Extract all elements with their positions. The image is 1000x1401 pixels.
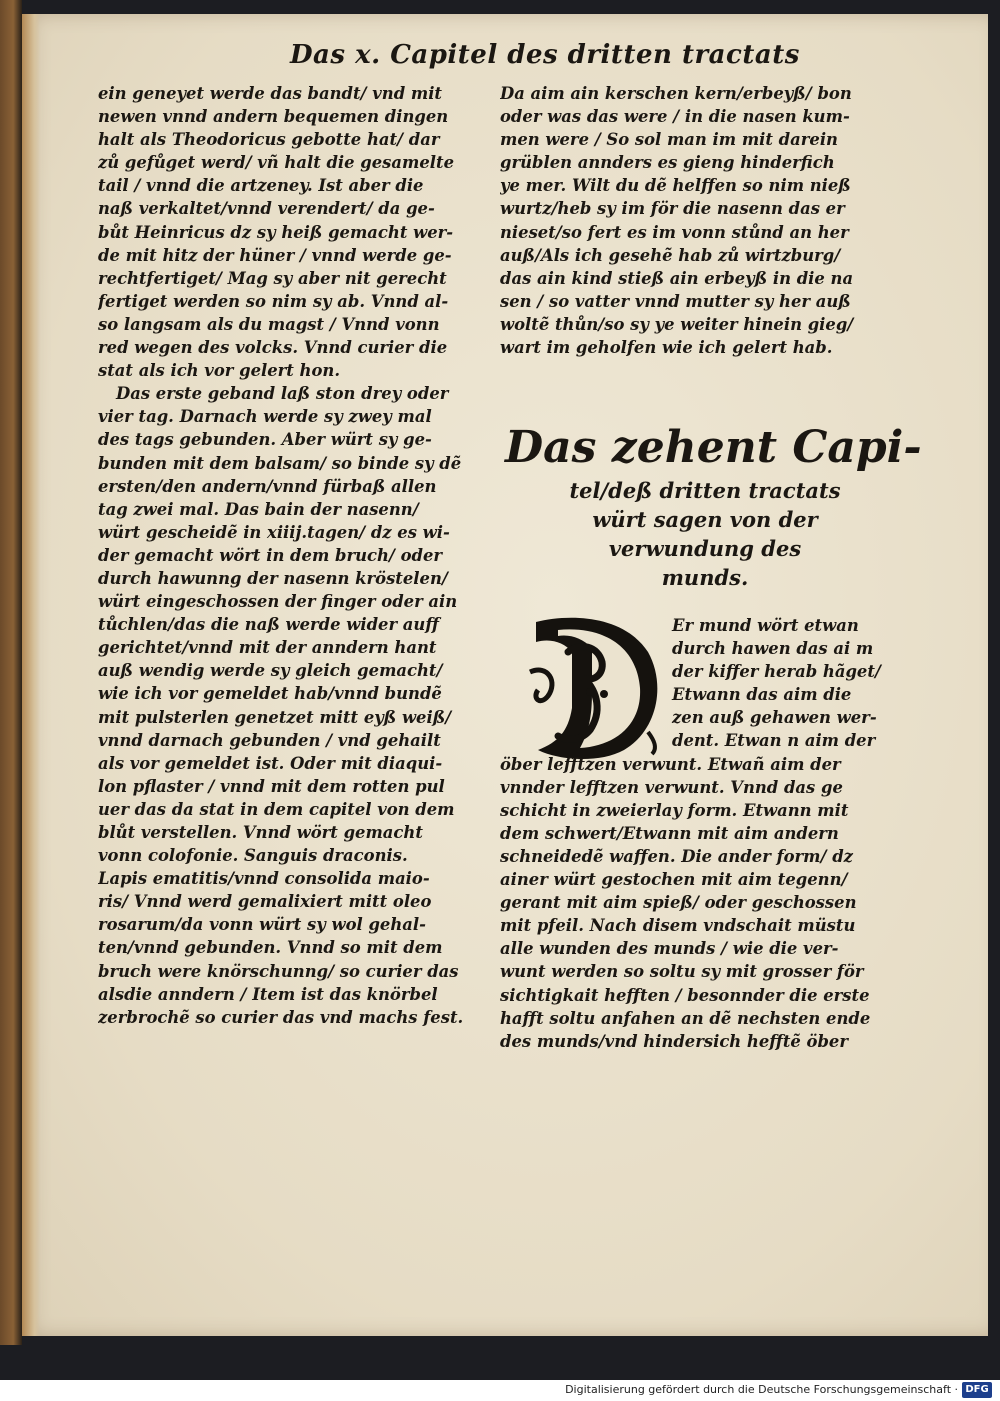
text-line: rosarum/da vonn würt sy wol gehal-	[98, 915, 426, 935]
text-line: alsdie anndern / Item ist das knörbel	[98, 984, 438, 1004]
text-line: dent. Etwan n aim der	[672, 731, 876, 751]
chapter-heading-line: tel/deß dritten tractats	[569, 478, 841, 503]
text-line: durch hawen das ai m	[672, 639, 874, 659]
chapter-heading-line: würt sagen von der	[592, 507, 818, 532]
text-line: newen vnnd andern bequemen dingen	[98, 107, 449, 127]
text-line: auß/Als ich gesehẽ hab zů wirtzburg/	[500, 245, 841, 265]
text-line: blůt verstellen. Vnnd wört gemacht	[98, 823, 423, 842]
text-line: vnnd darnach gebunden / vnd gehailt	[98, 730, 441, 750]
text-line: ein geneyet werde das bandt/ vnd mit	[98, 84, 442, 103]
text-line: fertiget werden so nim sy ab. Vnnd al-	[98, 291, 449, 311]
text-line: sen / so vatter vnnd mutter sy her auß	[500, 291, 851, 311]
text-line: tag zwei mal. Das bain der nasenn/	[98, 499, 419, 519]
text-line: wurtz/heb sy im för die nasenn das er	[500, 199, 845, 219]
text-line: alle wunden des munds / wie die ver-	[500, 939, 839, 959]
text-line: Er mund wört etwan	[672, 616, 859, 635]
text-line: hafft soltu anfahen an dẽ nechsten ende	[500, 1008, 871, 1028]
text-line: grüblen annders es gieng hinderfich	[500, 153, 835, 173]
text-line: würt gescheidẽ in xiiij.tagen/ dz es wi-	[98, 522, 450, 542]
text-line: wart im geholfen wie ich gelert hab.	[500, 338, 833, 358]
text-line: rechtfertiget/ Mag sy aber nit gerecht	[98, 268, 447, 288]
text-line: tail / vnnd die artzeney. Ist aber die	[98, 176, 424, 196]
text-line: men were / So sol man im mit darein	[500, 130, 838, 150]
text-line: ten/vnnd gebunden. Vnnd so mit dem	[98, 938, 443, 958]
text-line: de mit hitz der hüner / vnnd werde ge-	[98, 245, 452, 265]
text-line: vier tag. Darnach werde sy zwey mal	[98, 407, 432, 427]
text-line: gerant mit aim spieß/ oder geschossen	[500, 893, 857, 913]
text-line: auß wendig werde sy gleich gemacht/	[98, 661, 443, 681]
text-line: dem schwert/Etwann mit aim andern	[500, 823, 839, 843]
text-line: das ain kind stieß ain erbeyß in die na	[500, 268, 854, 288]
text-line: red wegen des volcks. Vnnd curier die	[98, 338, 448, 358]
text-line: würt eingeschossen der finger oder ain	[98, 592, 458, 612]
chapter-heading	[505, 420, 922, 592]
text-line: Lapis ematitis/vnnd consolida maio-	[98, 869, 430, 889]
text-line: Das erste geband laß ston drey oder	[116, 384, 449, 404]
text-line: sichtigkait hefften / besonnder die erste	[500, 985, 870, 1005]
dfg-logo: DFG	[962, 1382, 992, 1398]
text-line: ris/ Vnnd werd gemalixiert mitt oleo	[98, 892, 432, 912]
text-line: woltẽ thůn/so sy ye weiter hinein gieg/	[500, 314, 854, 334]
text-line: schneidedẽ waffen. Die ander form/ dz	[500, 846, 853, 866]
text-line: als vor gemeldet ist. Oder mit diaqui-	[98, 753, 443, 773]
text-line: Etwann das aim die	[672, 685, 852, 705]
text-line: ye mer. Wilt du dẽ helffen so nim nieß	[500, 176, 851, 196]
text-line: wunt werden so soltu sy mit grosser för	[500, 962, 864, 982]
left-column	[98, 82, 493, 1029]
right-column-lower	[500, 614, 910, 1053]
text-line: bruch were knörschunng/ so curier das	[98, 961, 459, 981]
text-line: ainer würt gestochen mit aim tegenn/	[500, 870, 848, 890]
book-edge	[0, 0, 22, 1345]
chapter-heading-line: verwundung des	[608, 536, 802, 561]
text-line: der gemacht wört in dem bruch/ oder	[98, 545, 443, 565]
text-line: stat als ich vor gelert hon.	[98, 361, 341, 381]
text-line: so langsam als du magst / Vnnd vonn	[98, 314, 440, 334]
text-line: der kiffer herab hãget/	[672, 662, 881, 682]
gutter-shade	[22, 14, 40, 1336]
text-line: Da aim ain kerschen kern/erbeyß/ bon	[500, 84, 852, 103]
text-line: zerbrochẽ so curier das vnd machs fest.	[98, 1007, 464, 1027]
text-line: schicht in zweierlay form. Etwann mit	[500, 800, 849, 820]
text-line: oder was das were / in die nasen kum-	[500, 107, 850, 127]
text-line: tůchlen/das die naß werde wider auff	[98, 615, 439, 635]
text-line: durch hawunng der nasenn kröstelen/	[98, 568, 448, 588]
text-line: bunden mit dem balsam/ so binde sy dẽ	[98, 453, 462, 473]
text-line: zen auß gehawen wer-	[672, 708, 877, 728]
text-line: uer das da stat in dem capitel von dem	[98, 799, 455, 819]
text-line: mit pulsterlen genetzet mitt eyß weiß/	[98, 707, 452, 727]
text-line: vonn colofonie. Sanguis draconis.	[98, 846, 408, 866]
text-line: halt als Theodoricus gebotte hat/ dar	[98, 130, 440, 150]
text-line: bůt Heinricus dz sy heiß gemacht wer-	[98, 222, 454, 242]
text-line: mit pfeil. Nach disem vndschait müstu	[500, 916, 856, 936]
text-line: lon pflaster / vnnd mit dem rotten pul	[98, 776, 445, 796]
running-head: Das x. Capitel des dritten tractats	[290, 40, 800, 70]
text-line: nieset/so fert es im vonn stůnd an her	[500, 222, 849, 242]
text-line: zů gefůget werd/ vñ halt die gesamelte	[98, 153, 455, 173]
right-column-top	[500, 82, 910, 359]
text-line: des tags gebunden. Aber würt sy ge-	[98, 430, 432, 450]
text-line: naß verkaltet/vnnd verendert/ da ge-	[98, 199, 435, 219]
text-line: wie ich vor gemeldet hab/vnnd bundẽ	[98, 684, 442, 704]
text-line: vnnder lefftzen verwunt. Vnnd das ge	[500, 777, 843, 797]
text-line: des munds/vnd hindersich hefftẽ öber	[500, 1031, 848, 1051]
text-line: ersten/den andern/vnnd fürbaß allen	[98, 476, 437, 496]
text-line: öber lefftzen verwunt. Etwañ aim der	[500, 754, 841, 774]
chapter-heading-line: munds.	[661, 565, 749, 590]
chapter-heading-title: Das zehent Capi-	[505, 422, 922, 473]
funding-credit: Digitalisierung gefördert durch die Deutsche Forschungsgemeinschaft ·	[565, 1383, 958, 1396]
text-line: gerichtet/vnnd mit der anndern hant	[98, 638, 437, 658]
